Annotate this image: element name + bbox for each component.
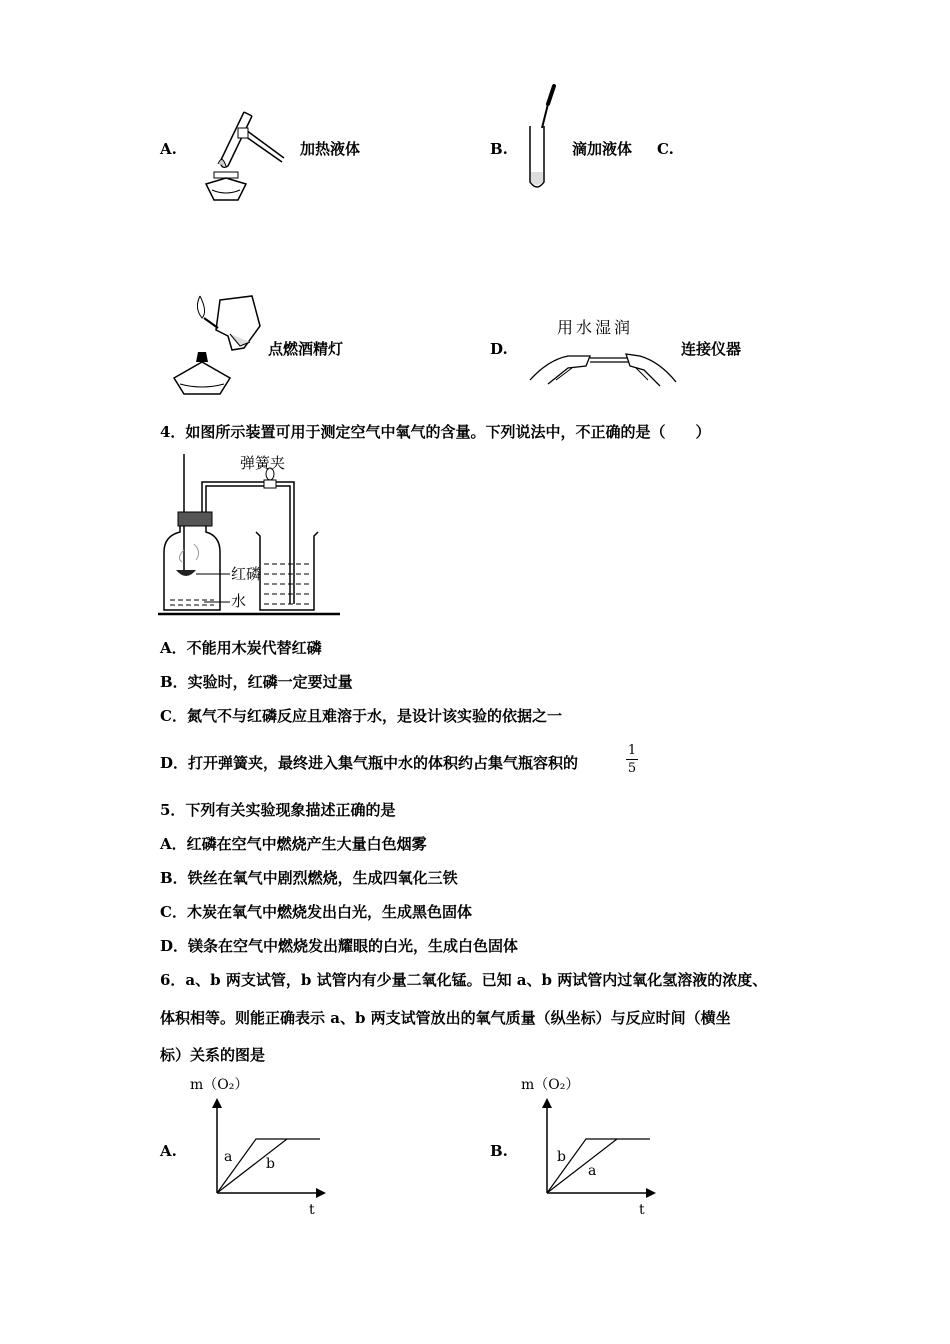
label-water: 水: [231, 592, 247, 610]
q4-stem: 4．如图所示装置可用于测定空气中氧气的含量。下列说法中，不正确的是（ ）: [160, 423, 711, 441]
q6-graph-a: [210, 1098, 330, 1198]
q6-graph-b-label: B.: [490, 1142, 508, 1160]
option-d-text: 连接仪器: [681, 340, 742, 358]
q6-graph-a-steep-label: a: [224, 1149, 233, 1165]
q6-graph-a-ylabel: m（O₂）: [190, 1077, 249, 1093]
q6-stem-line-1: 6．a、b 两支试管，b 试管内有少量二氧化锰。已知 a、b 两试管内过氧化氢溶液的浓度、: [160, 971, 768, 989]
dropping-liquid-figure: [520, 84, 560, 194]
fraction-one-fifth: [626, 744, 638, 775]
option-d-label: D.: [490, 340, 508, 358]
q4-option-d: D．打开弹簧夹，最终进入集气瓶中水的体积约占集气瓶容积的: [160, 754, 579, 772]
q5-stem: 5．下列有关实验现象描述正确的是: [160, 801, 396, 819]
fraction-numerator: 1: [627, 743, 637, 758]
q6-graph-b-ylabel: m（O₂）: [521, 1077, 580, 1093]
oxygen-measurement-apparatus: [158, 452, 344, 620]
q5-option-c: C．木炭在氧气中燃烧发出白光，生成黑色固体: [160, 903, 472, 921]
fraction-denominator: 5: [627, 761, 637, 776]
q4-option-c: C．氮气不与红磷反应且难溶于水，是设计该实验的依据之一: [160, 707, 562, 725]
q6-graph-a-shallow-label: b: [266, 1156, 275, 1172]
q4-option-a: A．不能用木炭代替红磷: [160, 639, 322, 657]
heating-liquid-figure: [198, 104, 290, 204]
q4-option-b: B．实验时，红磷一定要过量: [160, 673, 353, 691]
lighting-alcohol-lamp-figure: [170, 292, 270, 397]
q6-stem-line-3: 标）关系的图是: [160, 1046, 266, 1064]
option-b-label: B.: [490, 140, 508, 158]
q6-graph-b-xlabel: t: [639, 1202, 645, 1218]
option-a-text: 加热液体: [300, 140, 361, 158]
q5-option-d: D．镁条在空气中燃烧发出耀眼的白光，生成白色固体: [160, 937, 519, 955]
q6-stem-line-2: 体积相等。则能正确表示 a、b 两支试管放出的氧气质量（纵坐标）与反应时间（横坐: [160, 1009, 731, 1027]
q6-graph-a-label: A.: [160, 1142, 177, 1160]
figure-caption-wet: 用水湿润: [557, 318, 634, 337]
q6-graph-b-steep-label: b: [557, 1149, 566, 1165]
q5-option-a: A．红磷在空气中燃烧产生大量白色烟雾: [160, 835, 427, 853]
q6-graph-b-shallow-label: a: [588, 1163, 597, 1179]
option-b-text: 滴加液体: [572, 140, 633, 158]
connecting-apparatus-figure: [528, 340, 678, 390]
option-c-label: C.: [657, 140, 674, 158]
option-a-label: A.: [160, 140, 177, 158]
q6-graph-b: [540, 1098, 660, 1198]
label-red-phosphorus: 红磷: [231, 565, 262, 583]
label-spring-clamp: 弹簧夹: [240, 454, 286, 472]
option-c-text: 点燃酒精灯: [268, 340, 344, 358]
q6-graph-a-xlabel: t: [309, 1202, 315, 1218]
q5-option-b: B．铁丝在氧气中剧烈燃烧，生成四氧化三铁: [160, 869, 458, 887]
